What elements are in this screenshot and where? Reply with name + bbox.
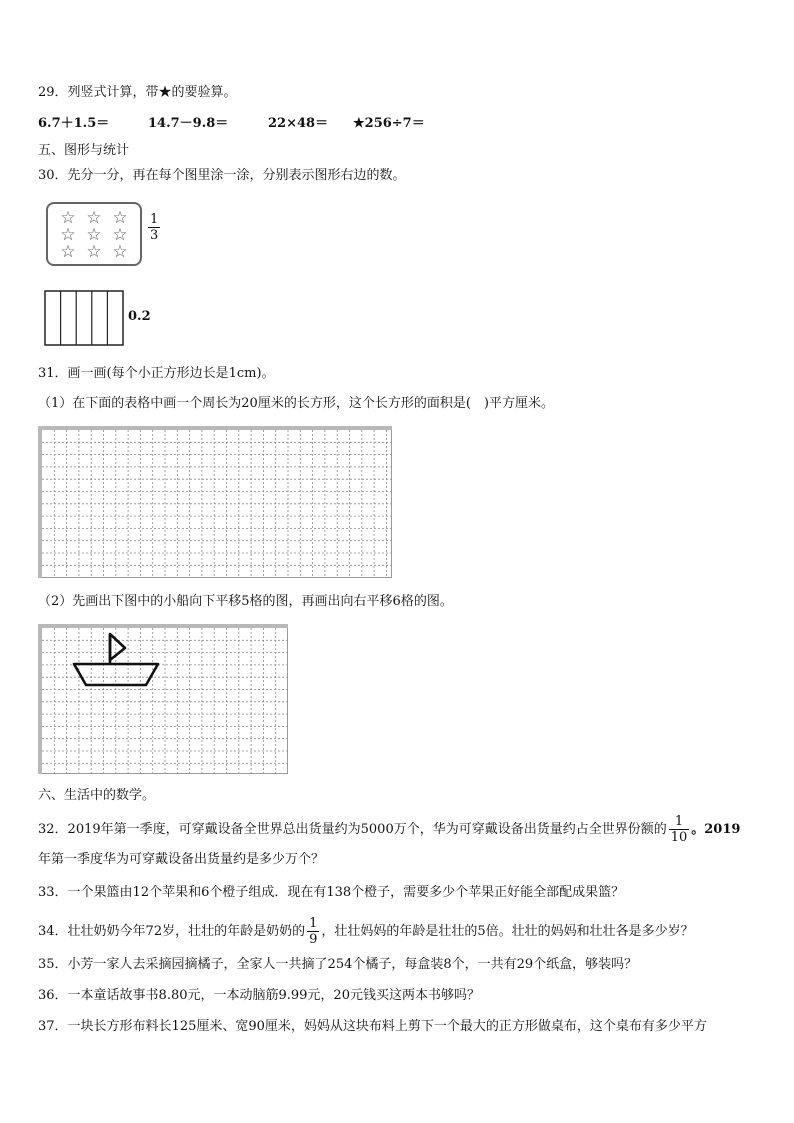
q30-frac-num: 1	[150, 212, 159, 227]
q32-line1	[38, 814, 740, 845]
q32-fraction	[669, 814, 690, 845]
q34-frac-num: 1	[309, 916, 318, 931]
q31-part1: （1）在下面的表格中画一个周长为20厘米的长方形，这个长方形的面积是( )平方厘米。	[38, 396, 554, 411]
star-icon: ☆	[86, 242, 102, 262]
q31-grid-2-boat	[38, 624, 288, 774]
section-5-heading: 五、图形与统计	[38, 143, 130, 158]
q30-bar-label: 0.2	[128, 309, 151, 324]
star-icon: ☆	[112, 208, 128, 228]
star-icon: ☆	[112, 242, 128, 262]
q34-fraction	[307, 916, 319, 947]
star-icon: ☆	[60, 208, 76, 228]
q29-item-1: 6.7＋1.5＝	[38, 116, 110, 131]
q30-title: 30．先分一分，再在每个图里涂一涂，分别表示图形右边的数。	[38, 168, 406, 183]
q32-frac-num: 1	[669, 814, 690, 830]
q31-title: 31．画一画(每个小正方形边长是1cm)。	[38, 366, 275, 381]
q30-star-box	[46, 202, 142, 266]
q34-text-a: 34．壮壮奶奶今年72岁，壮壮的年龄是奶奶的	[38, 924, 306, 939]
section-6-heading: 六、生活中的数学。	[38, 788, 156, 803]
star-icon: ☆	[60, 225, 76, 245]
q31-part2: （2）先画出下图中的小船向下平移5格的图，再画出向右平移6格的图。	[38, 594, 453, 609]
q32-text-a: 32．2019年第一季度，可穿戴设备全世界总出货量约为5000万个，华为可穿戴设备出货量约占全世界份额的	[38, 822, 667, 837]
q32-text-b: 。2019	[691, 822, 741, 837]
q30-frac-den: 3	[150, 228, 159, 243]
q34-text-b: ，壮壮妈妈的年龄是壮壮的5倍。壮壮的妈妈和壮壮各是多少岁？	[321, 924, 694, 939]
star-icon: ☆	[86, 225, 102, 245]
q29-item-4: ★256÷7＝	[353, 116, 425, 131]
q32-frac-den: 10	[670, 830, 688, 845]
q36-text: 36．一本童话故事书8.80元，一本动脑筋9.99元，20元钱买这两本书够吗？	[38, 988, 480, 1003]
q34-line	[38, 916, 694, 947]
q31-grid-1	[38, 426, 392, 578]
star-icon: ☆	[60, 242, 76, 262]
q32-line2: 年第一季度华为可穿戴设备出货量约是多少万个？	[38, 852, 325, 867]
q29-calc-row	[38, 115, 458, 133]
q29-item-3: 22×48＝	[268, 116, 329, 131]
q35-text: 35．小芳一家人去采摘园摘橘子，全家人一共摘了254个橘子，每盒装8个，一共有29个纸盒，够装吗？	[38, 957, 638, 972]
q29-title: 29．列竖式计算，带★的要验算。	[38, 85, 237, 100]
q29-item-2: 14.7－9.8＝	[148, 116, 229, 131]
q30-fraction-one-third	[148, 212, 160, 243]
q30-bar-rect	[44, 290, 124, 346]
q37-text: 37．一块长方形布料长125厘米、宽90厘米，妈妈从这块布料上剪下一个最大的正方形做桌布，这个桌布有多少平方	[38, 1019, 707, 1034]
star-icon: ☆	[112, 225, 128, 245]
q33-text: 33．一个果篮由12个苹果和6个橙子组成．现在有138个橙子，需要多少个苹果正好能全部配成果篮？	[38, 885, 625, 900]
q34-frac-den: 9	[309, 932, 318, 947]
star-icon: ☆	[86, 208, 102, 228]
